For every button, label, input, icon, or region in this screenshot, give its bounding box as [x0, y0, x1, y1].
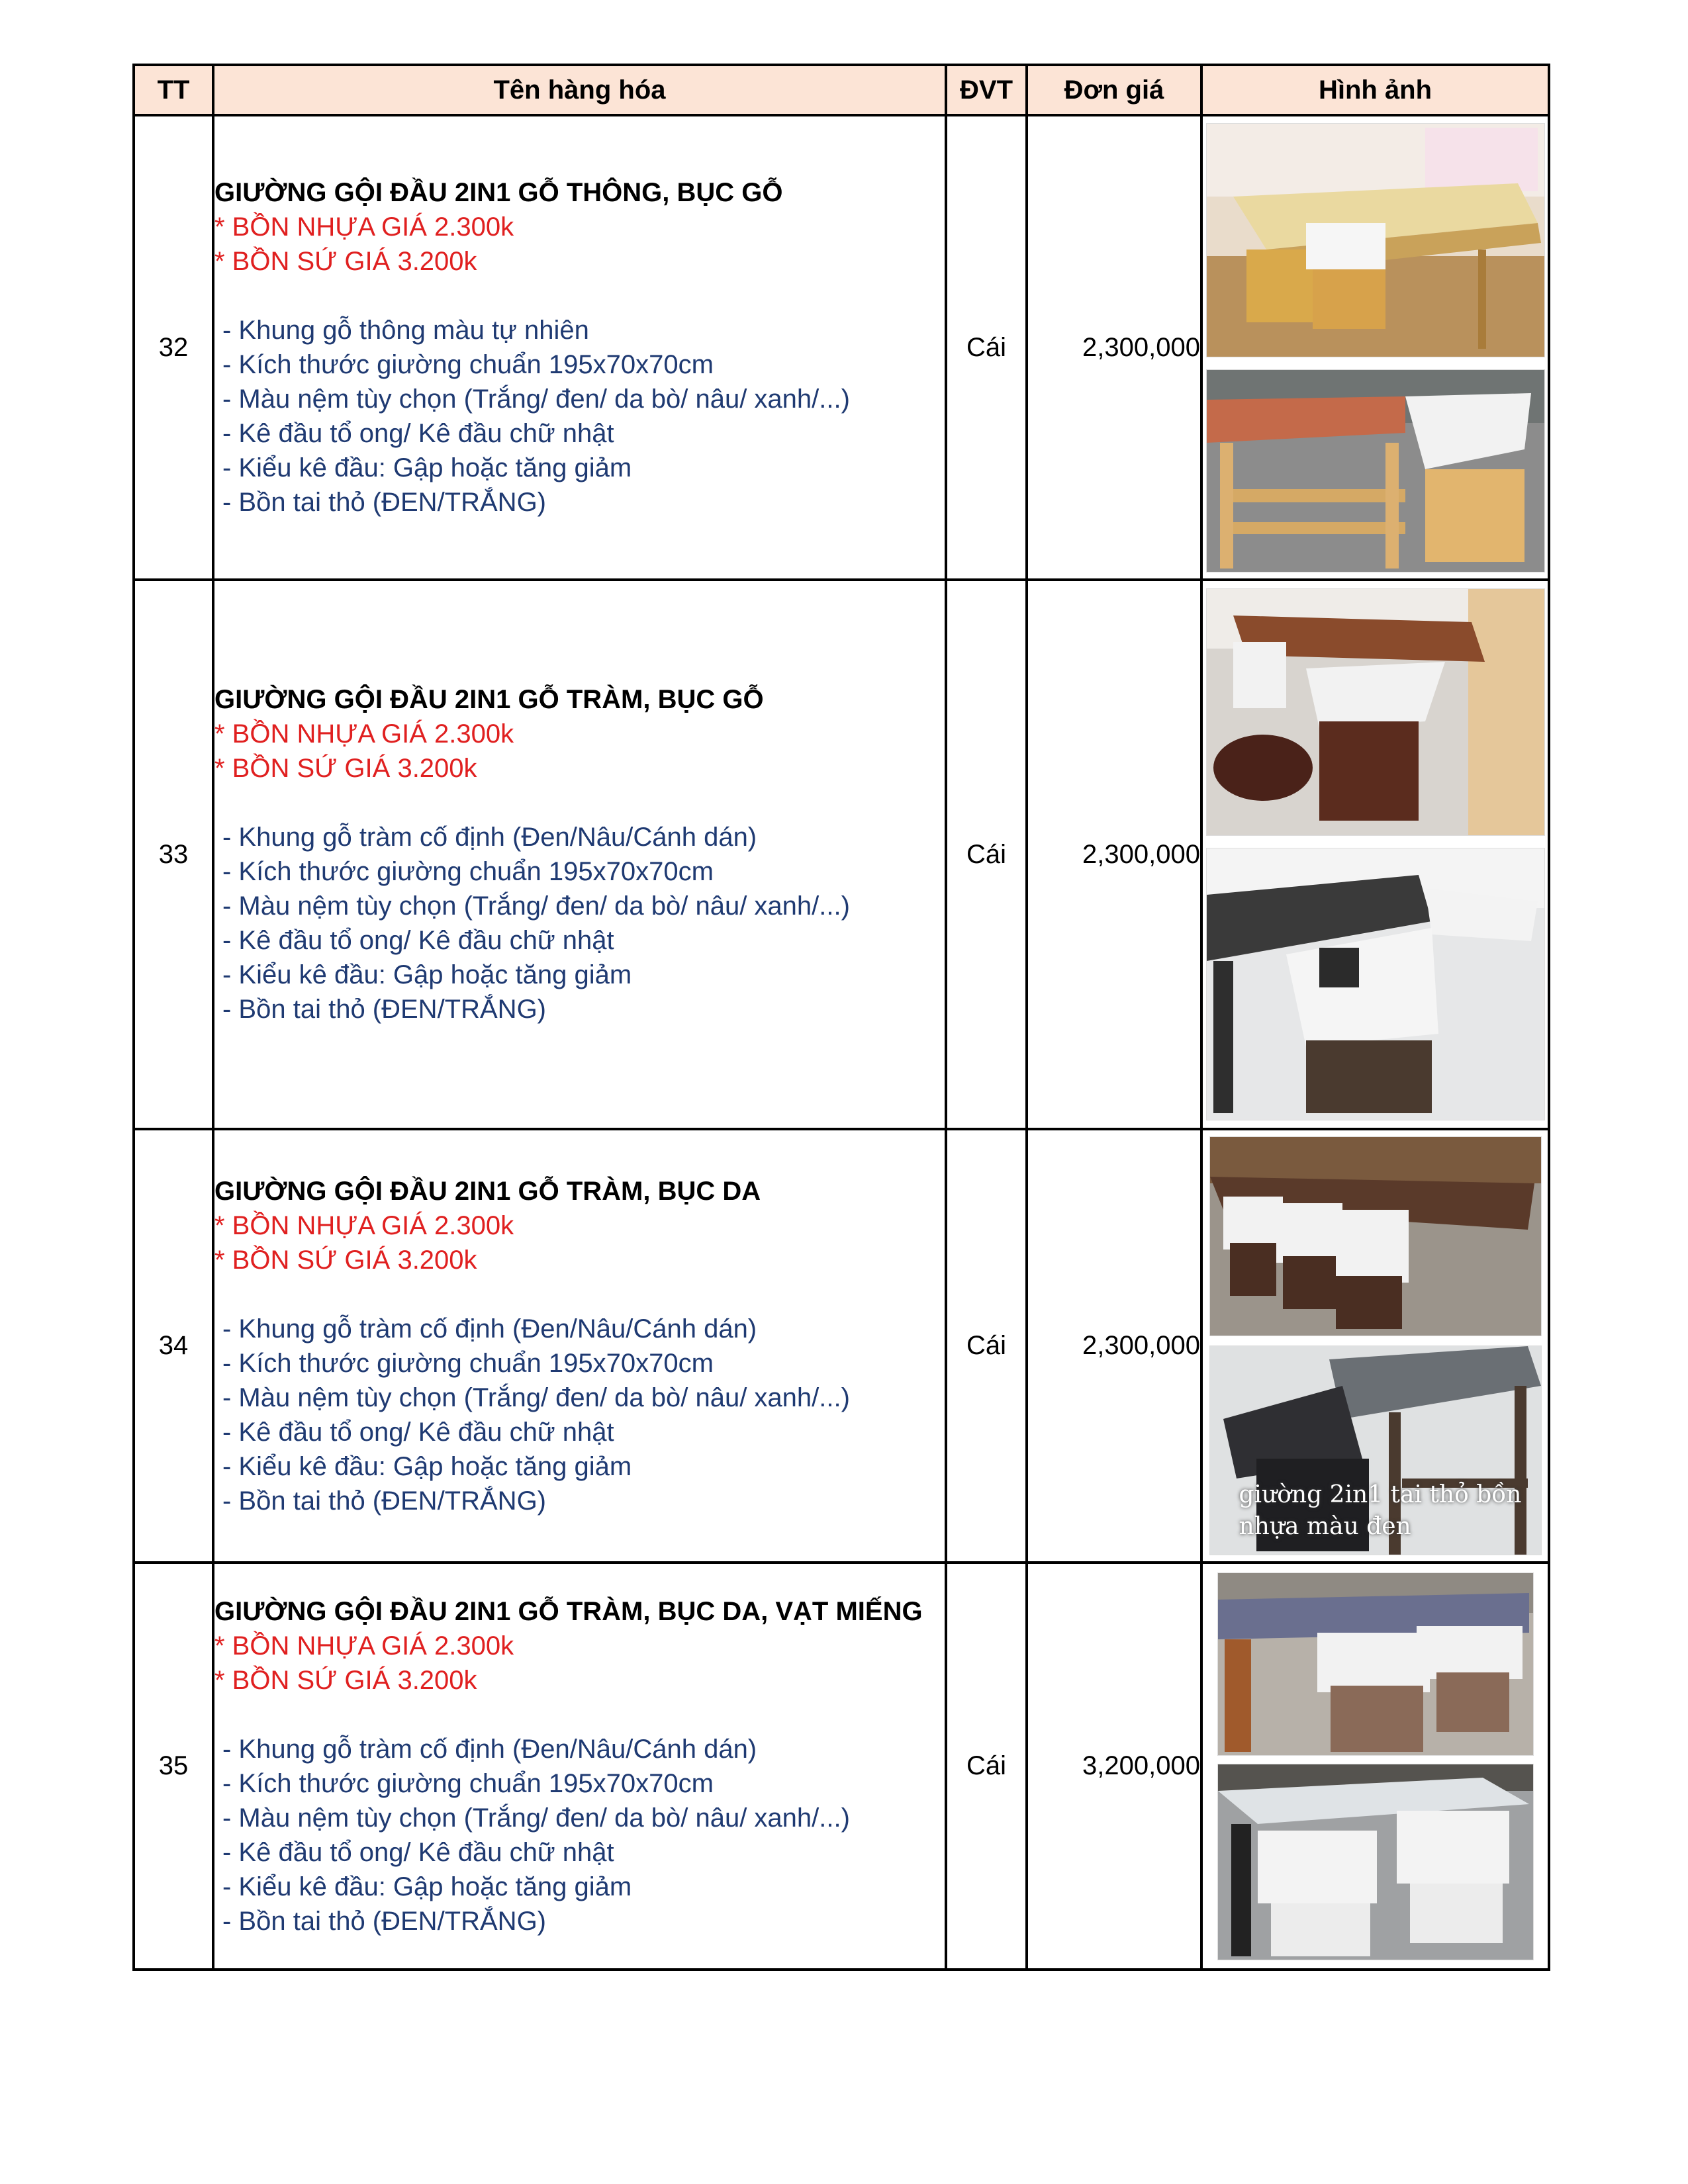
spec-line: - Khung gỗ tràm cố định (Đen/Nâu/Cánh dán)	[222, 823, 757, 852]
unit-price: 2,300,000	[1027, 1129, 1201, 1563]
product-title: GIƯỜNG GỘI ĐẦU 2IN1 GỖ THÔNG, BỤC GỖ	[214, 178, 783, 207]
spec-line: - Kê đầu tổ ong/ Kê đầu chữ nhật	[222, 419, 614, 448]
unit: Cái	[946, 1563, 1027, 1970]
unit: Cái	[946, 580, 1027, 1129]
product-photo	[1209, 1136, 1542, 1336]
row-number: 33	[134, 580, 213, 1129]
spec-line: - Màu nệm tùy chọn (Trắng/ đen/ da bò/ nâu/ xanh/...)	[222, 385, 850, 414]
spec-line: - Kê đầu tổ ong/ Kê đầu chữ nhật	[222, 1837, 614, 1867]
row-number: 35	[134, 1563, 213, 1970]
option-plastic-price: * BỒN NHỰA GIÁ 2.300k	[214, 719, 514, 749]
row-number: 32	[134, 115, 213, 580]
table-row	[134, 115, 1549, 580]
product-title: GIƯỜNG GỘI ĐẦU 2IN1 GỖ TRÀM, BỤC DA, VẠT MIẾNG	[214, 1596, 923, 1626]
spec-line: - Màu nệm tùy chọn (Trắng/ đen/ da bò/ nâu/ xanh/...)	[222, 1803, 850, 1833]
product-photo	[1217, 1764, 1534, 1960]
header-unit: ĐVT	[946, 65, 1027, 115]
spec-line: - Bồn tai thỏ (ĐEN/TRẮNG)	[222, 1486, 547, 1516]
product-price-table	[132, 64, 1550, 1971]
option-plastic-price: * BỒN NHỰA GIÁ 2.300k	[214, 1210, 514, 1240]
spec-line: - Kiểu kê đầu: Gập hoặc tăng giảm	[222, 453, 632, 482]
spec-line: - Màu nệm tùy chọn (Trắng/ đen/ da bò/ nâu/ xanh/...)	[222, 891, 850, 921]
spec-line: - Màu nệm tùy chọn (Trắng/ đen/ da bò/ nâu/ xanh/...)	[222, 1383, 850, 1412]
product-photo	[1206, 369, 1545, 572]
spec-line: - Bồn tai thỏ (ĐEN/TRẮNG)	[222, 995, 547, 1024]
photo-caption: giường 2in1 tai thỏ bồn nhựa màu đen	[1239, 1481, 1522, 1540]
product-description	[213, 1129, 946, 1563]
spec-line: - Kiểu kê đầu: Gập hoặc tăng giảm	[222, 1451, 632, 1481]
product-description	[213, 115, 946, 580]
unit: Cái	[946, 1129, 1027, 1563]
header-name: Tên hàng hóa	[213, 65, 946, 115]
unit: Cái	[946, 115, 1027, 580]
product-photo	[1209, 1345, 1542, 1555]
spec-line: - Kê đầu tổ ong/ Kê đầu chữ nhật	[222, 926, 614, 955]
product-description	[213, 1563, 946, 1970]
product-photo	[1206, 588, 1545, 836]
option-plastic-price: * BỒN NHỰA GIÁ 2.300k	[214, 1631, 514, 1661]
unit-price: 2,300,000	[1027, 115, 1201, 580]
table-row	[134, 1129, 1549, 1563]
option-ceramic-price: * BỒN SỨ GIÁ 3.200k	[214, 1245, 477, 1275]
product-images	[1201, 1563, 1549, 1970]
header-price: Đơn giá	[1027, 65, 1201, 115]
spec-line: - Kích thước giường chuẩn 195x70x70cm	[222, 350, 714, 379]
spec-line: - Kiểu kê đầu: Gập hoặc tăng giảm	[222, 1872, 632, 1901]
header-image: Hình ảnh	[1201, 65, 1549, 115]
table-header-row	[134, 65, 1549, 115]
spec-line: - Kích thước giường chuẩn 195x70x70cm	[222, 1348, 714, 1378]
option-plastic-price: * BỒN NHỰA GIÁ 2.300k	[214, 212, 514, 242]
unit-price: 3,200,000	[1027, 1563, 1201, 1970]
table-row	[134, 1563, 1549, 1970]
spec-line: - Khung gỗ tràm cố định (Đen/Nâu/Cánh dán)	[222, 1734, 757, 1764]
product-photo	[1206, 123, 1545, 357]
spec-line: - Bồn tai thỏ (ĐEN/TRẮNG)	[222, 1906, 547, 1936]
spec-line: - Kiểu kê đầu: Gập hoặc tăng giảm	[222, 960, 632, 989]
product-photo	[1206, 848, 1545, 1120]
row-number: 34	[134, 1129, 213, 1563]
table-row	[134, 580, 1549, 1129]
product-images	[1201, 580, 1549, 1129]
spec-line: - Bồn tai thỏ (ĐEN/TRẮNG)	[222, 488, 547, 517]
product-title: GIƯỜNG GỘI ĐẦU 2IN1 GỖ TRÀM, BỤC GỖ	[214, 685, 764, 714]
option-ceramic-price: * BỒN SỨ GIÁ 3.200k	[214, 754, 477, 783]
spec-line: - Kê đầu tổ ong/ Kê đầu chữ nhật	[222, 1417, 614, 1447]
header-tt: TT	[134, 65, 213, 115]
spec-line: - Khung gỗ thông màu tự nhiên	[222, 316, 589, 345]
unit-price: 2,300,000	[1027, 580, 1201, 1129]
spec-line: - Kích thước giường chuẩn 195x70x70cm	[222, 857, 714, 886]
product-images	[1201, 1129, 1549, 1563]
spec-line: - Khung gỗ tràm cố định (Đen/Nâu/Cánh dán)	[222, 1314, 757, 1343]
option-ceramic-price: * BỒN SỨ GIÁ 3.200k	[214, 247, 477, 276]
product-description	[213, 580, 946, 1129]
product-images	[1201, 115, 1549, 580]
product-photo	[1217, 1572, 1534, 1756]
spec-line: - Kích thước giường chuẩn 195x70x70cm	[222, 1768, 714, 1798]
option-ceramic-price: * BỒN SỨ GIÁ 3.200k	[214, 1665, 477, 1695]
product-title: GIƯỜNG GỘI ĐẦU 2IN1 GỖ TRÀM, BỤC DA	[214, 1176, 761, 1206]
